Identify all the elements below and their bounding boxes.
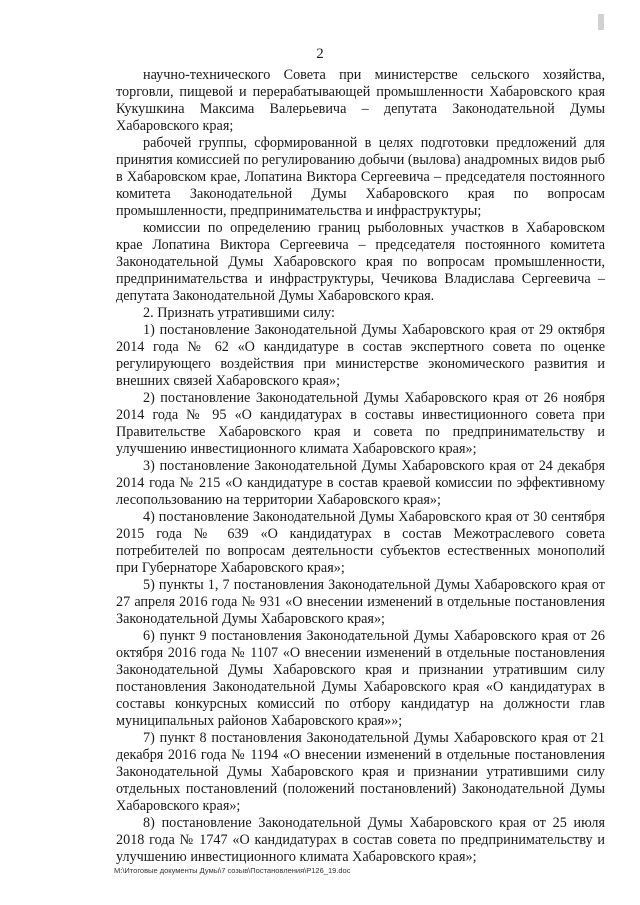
- paragraph: 2. Признать утратившими силу:: [143, 305, 335, 321]
- footer-file-path: M:\Итоговые документы Думы\7 созыв\Постановления\Р126_19.doc: [114, 866, 351, 875]
- paragraph: 3) постановление Законодательной Думы Хабаровского края от 24 декабря 2014 года № 215 «О кандидатуре в состав краевой комиссии по эффективному лесопользованию на территории Хабаровского края»;: [116, 458, 605, 508]
- paragraph: рабочей группы, сформированной в целях подготовки предложений для принятия комиссией по регулированию добычи (вылова) анадромных видов рыб в Хабаровском крае, Лопатина Виктора Сергеевича – председателя постоянного комитета Законодательной Думы Хабаровского края по вопросам промышленности, предпринимательства и инфраструктуры;: [116, 135, 605, 219]
- paragraph: комиссии по определению границ рыболовных участков в Хабаровском крае Лопатина Виктора Сергеевича – председателя постоянного комитета Законодательной Думы Хабаровского края по вопросам промышленности, предпринимательства и инфраструктуры, Чечикова Владислава Сергеевича – депутата Законодательной Думы Хабаровского края.: [116, 220, 605, 304]
- document-body: [116, 67, 605, 866]
- paragraph: 2) постановление Законодательной Думы Хабаровского края от 26 ноября 2014 года № 95 «О кандидатурах в составы инвестиционного совета при Правительстве Хабаровского края и совета по предпринимательству и улучшению инвестиционного климата Хабаровского края»;: [116, 390, 605, 457]
- paragraph: 7) пункт 8 постановления Законодательной Думы Хабаровского края от 21 декабря 2016 года № 1194 «О внесении изменений в отдельные постановления Законодательной Думы Хабаровского края и признании утратившими силу отдельных постановлений (положений постановлений) Законодательной Думы Хабаровского края»;: [116, 730, 605, 814]
- scan-artifact: [598, 14, 604, 30]
- paragraph: научно-технического Совета при министерстве сельского хозяйства, торговли, пищевой и перерабатывающей промышленности Хабаровского края Кукушкина Максима Валерьевича – депутата Законодательной Думы Хабаровского края;: [116, 67, 605, 134]
- paragraph: 4) постановление Законодательной Думы Хабаровского края от 30 сентября 2015 года № 639 «О кандидатурах в состав Межотраслевого совета потребителей по вопросам деятельности субъектов естественных монополий при Губернаторе Хабаровского края»;: [116, 509, 605, 576]
- paragraph: 1) постановление Законодательной Думы Хабаровского края от 29 октября 2014 года № 62 «О кандидатуре в состав экспертного совета по оценке регулирующего воздействия при министерстве экономического развития и внешних связей Хабаровского края»;: [116, 322, 605, 389]
- paragraph: 6) пункт 9 постановления Законодательной Думы Хабаровского края от 26 октября 2016 года № 1107 «О внесении изменений в отдельные постановления Законодательной Думы Хабаровского края и признании утратившим силу постановления Законодательной Думы Хабаровского края «О кандидатурах в составы конкурсных комиссий по отбору кандидатур на должности глав муниципальных районов Хабаровского края»»;: [116, 628, 605, 729]
- page-number: 2: [316, 46, 324, 62]
- paragraph: 8) постановление Законодательной Думы Хабаровского края от 25 июля 2018 года № 1747 «О кандидатурах в состав совета по предпринимательству и улучшению инвестиционного климата Хабаровского края»;: [116, 815, 605, 865]
- paragraph: 5) пункты 1, 7 постановления Законодательной Думы Хабаровского края от 27 апреля 2016 года № 931 «О внесении изменений в отдельные постановления Законодательной Думы Хабаровского края»;: [116, 577, 605, 627]
